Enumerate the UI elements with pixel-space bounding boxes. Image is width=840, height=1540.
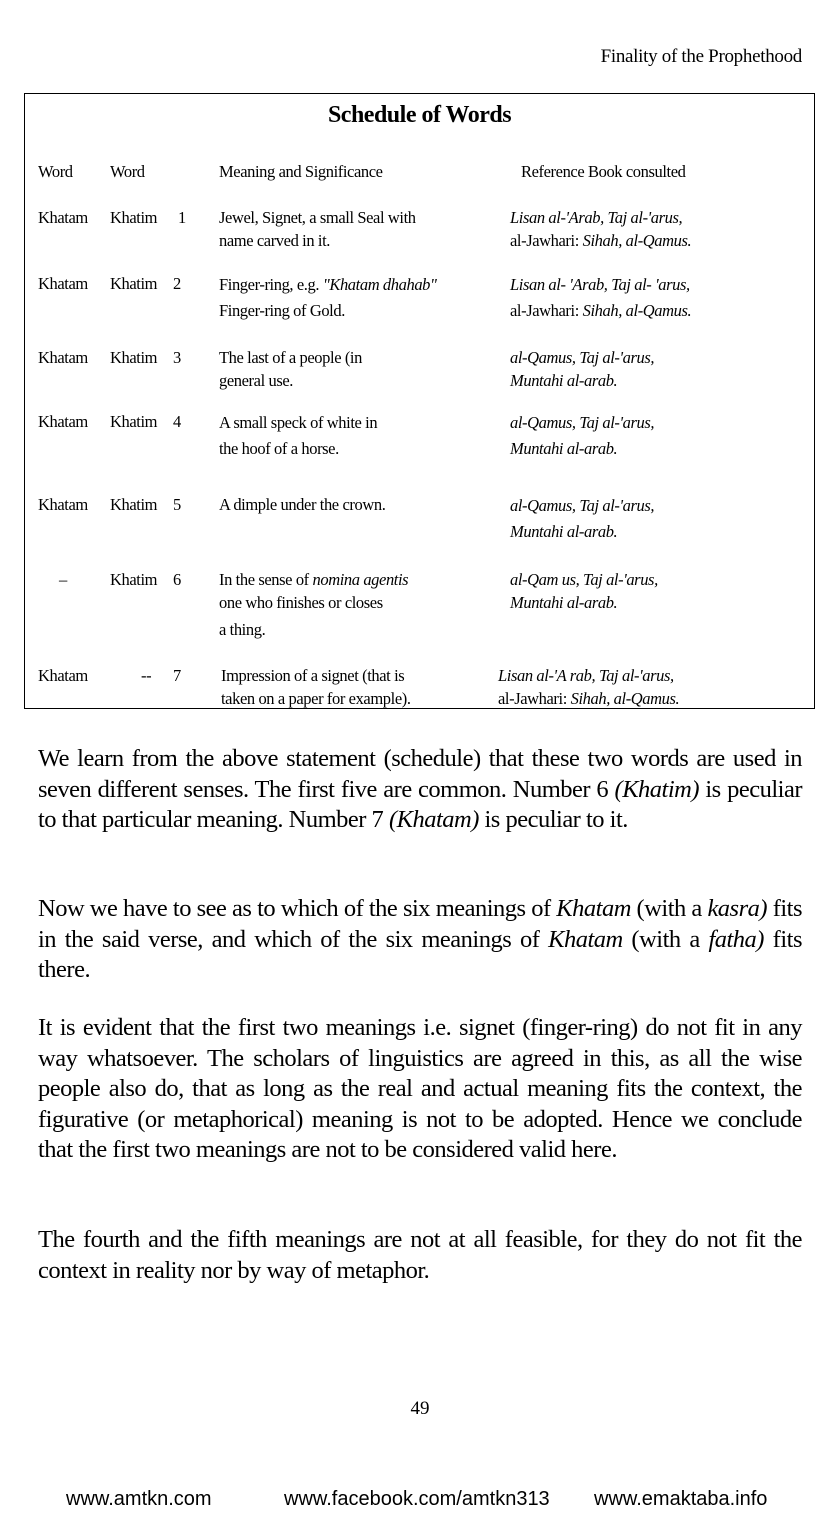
row-word: Khatam [38,412,88,431]
schedule-table [24,93,815,709]
row-word: Khatam [38,274,88,293]
row-number: 5 [173,495,181,514]
row-number: 7 [173,666,181,685]
body-paragraph-1: We learn from the above statement (schedule) that these two words are used in seven different senses. The first five are common. Number 6 (Khatim) is peculiar to that particular meaning. Number 7 (Khatam) is peculiar to it. [38,745,802,833]
row-word: Khatam [38,348,88,367]
page-number: 49 [410,1398,430,1419]
footer-link-amtkn[interactable]: www.amtkn.com [66,1488,212,1510]
row-word: Khatam [38,495,88,514]
row-meaning: The last of a people (in general use. [219,348,362,390]
row-meaning: Finger-ring, e.g. "Khatam dhahab" Finger-ring of Gold. [219,275,437,320]
row-word-2: Khatim [110,570,158,589]
body-paragraph-4: The fourth and the fifth meanings are not at all feasible, for they do not fit the context in reality nor by way of metaphor. [38,1226,802,1284]
row-reference: Lisan al-'Arab, Taj al-'arus, al-Jawhari: Sihah, al-Qamus. [510,208,692,250]
row-meaning: A dimple under the crown. [219,495,386,514]
column-header-word-2: Word [110,162,145,181]
body-paragraph-3: It is evident that the first two meanings i.e. signet (finger-ring) do not fit in any way whatsoever. The scholars of linguistics are agreed in this, as all the wise people also do, that as long as the real and actual meaning fits the context, the figurative (or metaphorical) meaning is not to be adopted. Hence we conclude that the first two meanings are not to be considered valid here. [38,1014,802,1163]
row-meaning: Jewel, Signet, a small Seal with name carved in it. [219,208,416,250]
footer-link-emaktaba[interactable]: www.emaktaba.info [594,1488,768,1510]
row-word-2: -- [141,666,152,685]
row-number: 1 [178,208,186,227]
row-word-2: Khatim [110,274,158,293]
row-meaning: A small speck of white in the hoof of a horse. [219,413,378,458]
row-meaning: Impression of a signet (that is taken on a paper for example). [221,666,411,708]
row-reference: Lisan al- 'Arab, Taj al- 'arus, al-Jawhari: Sihah, al-Qamus. [510,275,692,320]
row-number: 4 [173,412,181,431]
body-paragraph-2: Now we have to see as to which of the six meanings of Khatam (with a kasra) fits in the said verse, and which of the six meanings of Khatam (with a fatha) fits there. [38,895,803,983]
row-reference: al-Qam us, Taj al-'arus, Muntahi al-arab. [510,570,658,612]
row-reference: al-Qamus, Taj al-'arus, Muntahi al-arab. [510,348,655,390]
column-header-word: Word [38,162,73,181]
column-header-meaning: Meaning and Significance [219,162,383,181]
column-header-reference: Reference Book consulted [521,162,686,181]
row-number: 6 [173,570,181,589]
row-number: 3 [173,348,181,367]
row-reference: al-Qamus, Taj al-'arus, Muntahi al-arab. [510,413,655,458]
row-meaning-cont: a thing. [219,620,266,639]
row-word-2: Khatim [110,348,158,367]
row-word-2: Khatim [110,412,158,431]
footer-link-facebook[interactable]: www.facebook.com/amtkn313 [284,1488,550,1510]
row-reference: Lisan al-'A rab, Taj al-'arus, al-Jawhari: Sihah, al-Qamus. [498,666,680,708]
schedule-title: Schedule of Words [327,102,512,128]
row-meaning: In the sense of nomina agentis one who finishes or closes [219,570,409,612]
running-head: Finality of the Prophethood [600,46,802,67]
row-number: 2 [173,274,181,293]
row-word-2: Khatim [110,495,158,514]
row-word: Khatam [38,208,88,227]
row-word: Khatam [38,666,88,685]
row-word: – [59,570,67,589]
row-reference: al-Qamus, Taj al-'arus, Muntahi al-arab. [510,496,655,541]
row-word-2: Khatim [110,208,158,227]
